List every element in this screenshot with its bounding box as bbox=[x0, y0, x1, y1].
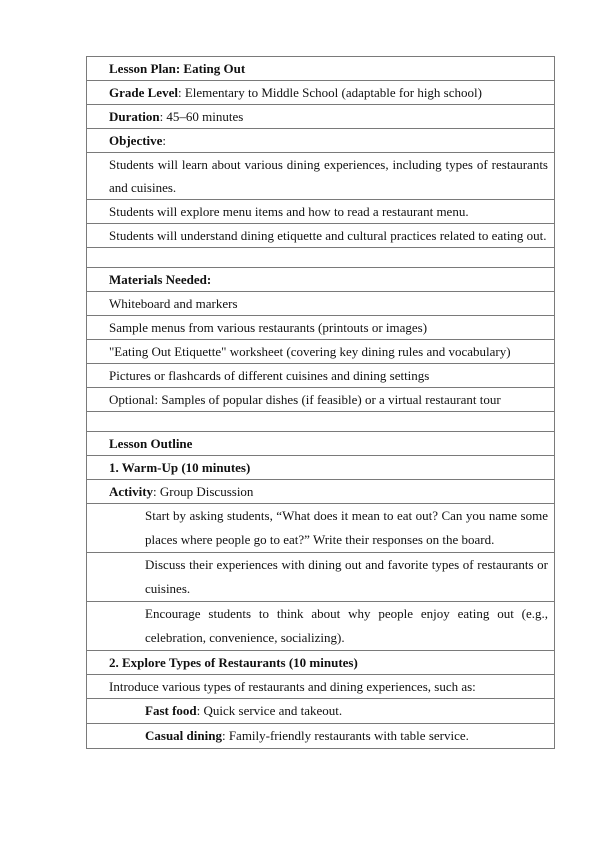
duration-value: : 45–60 minutes bbox=[159, 109, 244, 124]
grade-level-value: : Elementary to Middle School (adaptable for high school) bbox=[177, 85, 482, 100]
warmup-heading: 1. Warm-Up (10 minutes) bbox=[87, 456, 554, 480]
activity-label: Activity bbox=[109, 484, 154, 499]
objective-label: Objective bbox=[109, 133, 163, 148]
lesson-title: Lesson Plan: Eating Out bbox=[87, 57, 554, 81]
grade-level-row bbox=[87, 81, 554, 105]
objective-item: Students will explore menu items and how to read a restaurant menu. bbox=[87, 200, 554, 224]
grade-level-label: Grade Level bbox=[109, 85, 178, 100]
restaurant-type-label: Fast food bbox=[145, 703, 197, 718]
materials-heading: Materials Needed: bbox=[87, 268, 554, 292]
warmup-step: Start by asking students, “What does it mean to eat out? Can you name some places where people go to eat?” Write their responses on the board. bbox=[87, 504, 554, 553]
spacer-row bbox=[87, 412, 554, 432]
duration-label: Duration bbox=[109, 109, 160, 124]
explore-intro: Introduce various types of restaurants and dining experiences, such as: bbox=[87, 675, 554, 699]
objective-suffix: : bbox=[162, 133, 167, 148]
material-item: Optional: Samples of popular dishes (if feasible) or a virtual restaurant tour bbox=[87, 388, 554, 412]
warmup-step: Encourage students to think about why people enjoy eating out (e.g., celebration, convenience, socializing). bbox=[87, 602, 554, 651]
material-item: "Eating Out Etiquette" worksheet (covering key dining rules and vocabulary) bbox=[87, 340, 554, 364]
restaurant-type-label: Casual dining bbox=[145, 728, 222, 743]
restaurant-type-row bbox=[87, 724, 554, 749]
warmup-step: Discuss their experiences with dining out and favorite types of restaurants or cuisines. bbox=[87, 553, 554, 602]
spacer-row bbox=[87, 248, 554, 268]
objective-row bbox=[87, 129, 554, 153]
duration-row bbox=[87, 105, 554, 129]
objective-item: Students will learn about various dining experiences, including types of restaurants and cuisines. bbox=[87, 153, 554, 200]
material-item: Pictures or flashcards of different cuisines and dining settings bbox=[87, 364, 554, 388]
lesson-plan-table bbox=[86, 56, 555, 749]
restaurant-type-row bbox=[87, 699, 554, 724]
activity-row bbox=[87, 480, 554, 504]
explore-heading: 2. Explore Types of Restaurants (10 minutes) bbox=[87, 651, 554, 675]
material-item: Sample menus from various restaurants (printouts or images) bbox=[87, 316, 554, 340]
outline-heading: Lesson Outline bbox=[87, 432, 554, 456]
material-item: Whiteboard and markers bbox=[87, 292, 554, 316]
objective-item: Students will understand dining etiquette and cultural practices related to eating out. bbox=[87, 224, 554, 248]
restaurant-type-desc: : Quick service and takeout. bbox=[196, 703, 343, 718]
restaurant-type-desc: : Family-friendly restaurants with table service. bbox=[221, 728, 469, 743]
activity-value: : Group Discussion bbox=[153, 484, 254, 499]
